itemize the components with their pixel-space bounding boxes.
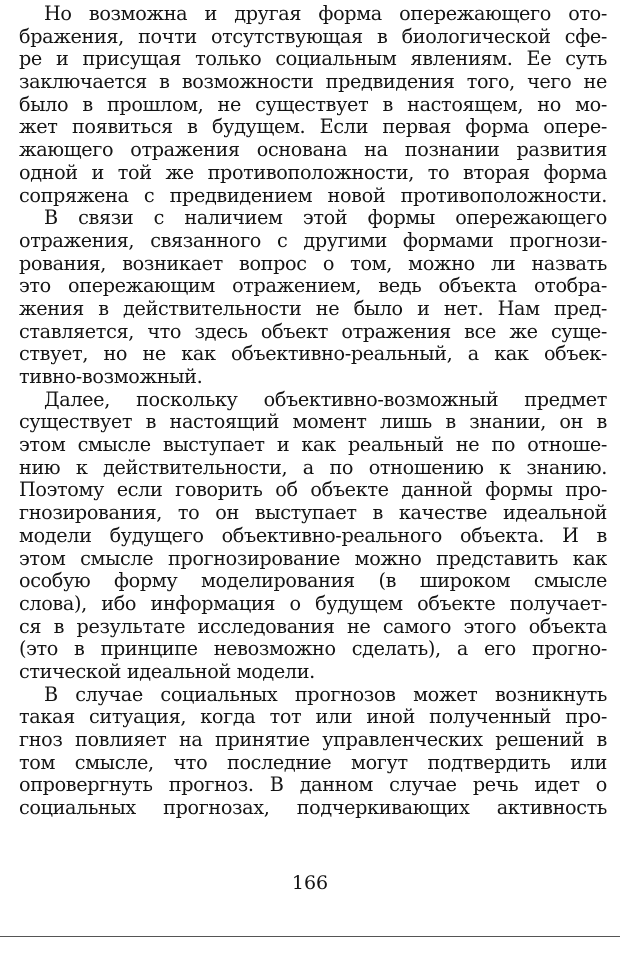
text-line: ся в результате исследования не самого этого объекта bbox=[19, 615, 607, 638]
text-line: нию к действительности, а по отношению к знанию. bbox=[19, 456, 607, 479]
text-line: гнозирования, то он выступает в качестве идеальной bbox=[19, 502, 607, 525]
text-line: В случае социальных прогнозов может возникнуть bbox=[44, 683, 607, 706]
text-line: жет появиться в будущем. Если первая форма опере- bbox=[19, 116, 607, 139]
text-line: одной и той же противоположности, то вторая форма bbox=[19, 161, 607, 184]
text-line: существует в настоящий момент лишь в знании, он в bbox=[19, 411, 607, 434]
text-line: том смысле, что последние могут подтвердить или bbox=[19, 751, 607, 774]
text-line: ставляется, что здесь объект отражения все же суще- bbox=[19, 320, 607, 343]
text-line: жения в действительности не было и нет. Нам пред- bbox=[19, 297, 607, 320]
text-line: стической идеальной модели. bbox=[19, 660, 315, 683]
page-number: 166 bbox=[291, 872, 329, 894]
text-line: это опережающим отражением, ведь объекта отобра- bbox=[19, 275, 607, 298]
text-line: (это в принципе невозможно сделать), а его прогно- bbox=[19, 638, 607, 661]
paragraph-2 bbox=[19, 207, 607, 389]
text-line: гноз повлияет на принятие управленческих решений в bbox=[19, 729, 607, 751]
text-line: слова), ибо информация о будущем объекте получает- bbox=[19, 592, 607, 615]
text-line: заключается в возможности предвидения того, чего не bbox=[19, 71, 607, 94]
text-line: отражения, связанного с другими формами прогнози- bbox=[19, 229, 607, 252]
footer-rule bbox=[0, 936, 620, 937]
paragraph-1 bbox=[19, 3, 607, 207]
text-line: социальных прогнозах, подчеркивающих активность bbox=[19, 797, 607, 820]
text-line: ре и присущая только социальным явлениям. Ее суть bbox=[19, 48, 607, 71]
text-line: этом смысле выступает и как реальный не по отноше- bbox=[19, 434, 607, 457]
text-line: опровергнуть прогноз. В данном случае речь идет о bbox=[19, 774, 607, 797]
paragraph-3 bbox=[19, 389, 607, 684]
text-line: такая ситуация, когда тот или иной полученный про- bbox=[19, 706, 607, 729]
text-line: жающего отражения основана на познании развития bbox=[19, 139, 607, 162]
text-line: этом смысле прогнозирование можно представить как bbox=[19, 547, 607, 570]
text-line: Поэтому если говорить об объекте данной формы про- bbox=[19, 479, 607, 502]
text-line: В связи с наличием этой формы опережающего bbox=[44, 207, 607, 230]
text-line: было в прошлом, не существует в настоящем, но мо- bbox=[19, 93, 607, 116]
text-line: Далее, поскольку объективно-возможный предмет bbox=[44, 388, 607, 411]
body-text bbox=[19, 3, 607, 820]
text-line: модели будущего объективно-реального объекта. И в bbox=[19, 524, 607, 547]
text-line: бражения, почти отсутствующая в биологической сфе- bbox=[19, 25, 607, 48]
text-line: сопряжена с предвидением новой противоположности. bbox=[19, 184, 607, 207]
text-line: особую форму моделирования (в широком смысле bbox=[19, 570, 607, 593]
paragraph-4 bbox=[19, 684, 607, 820]
text-line: ствует, но не как объективно-реальный, а как объек- bbox=[19, 343, 607, 366]
text-line: рования, возникает вопрос о том, можно ли назвать bbox=[19, 252, 607, 275]
text-line: тивно-возможный. bbox=[19, 366, 203, 388]
text-line: Но возможна и другая форма опережающего ото- bbox=[44, 3, 607, 25]
